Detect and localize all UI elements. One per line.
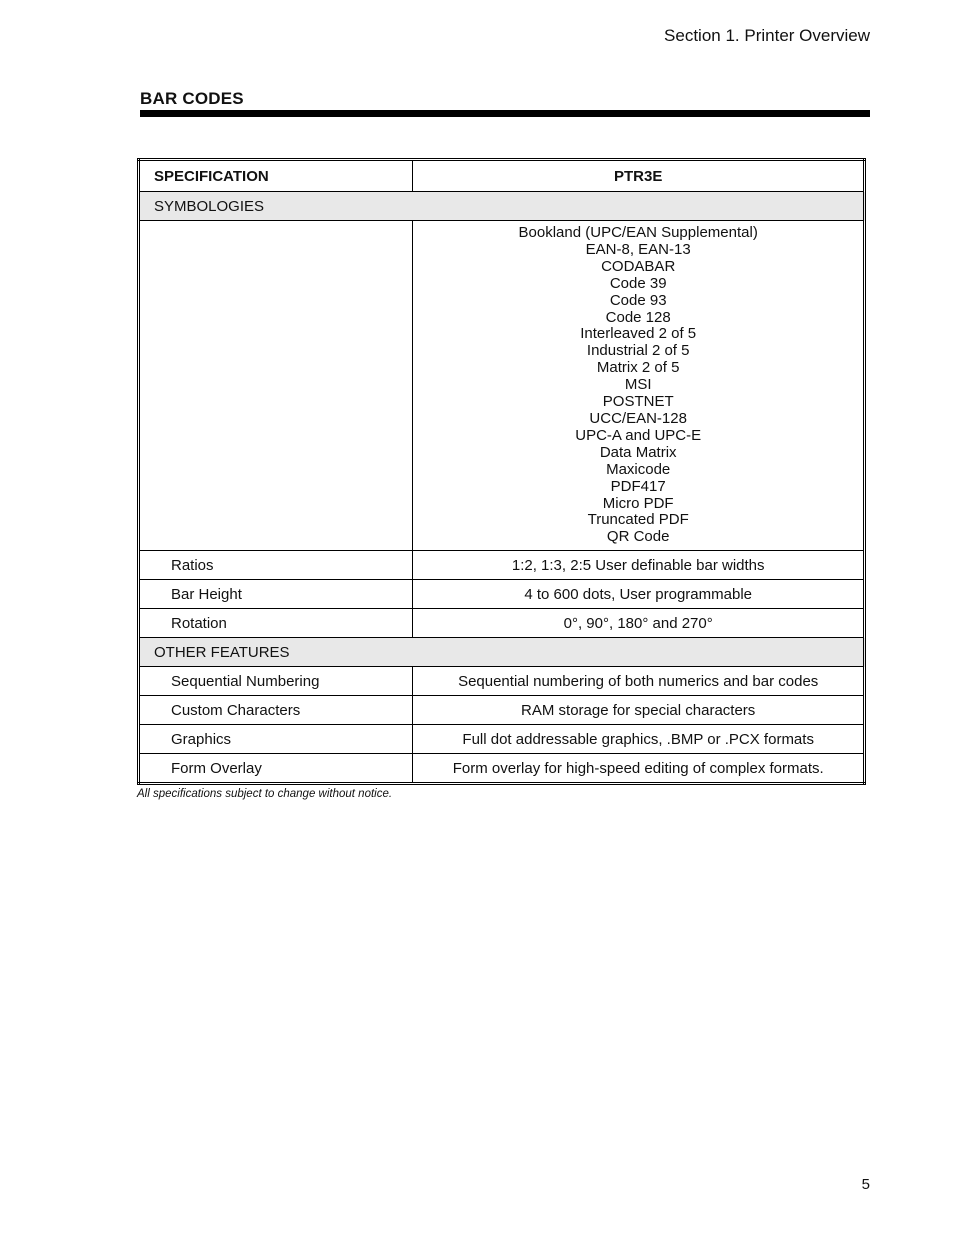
symbology-item: Code 128 [605,308,671,326]
symbology-item: Code 39 [609,274,667,292]
section-title: BAR CODES [140,89,244,108]
symbology-item: Micro PDF [602,494,674,512]
symbology-item: QR Code [606,528,670,546]
other-features-group-row [139,638,865,667]
symbology-item: UCC/EAN-128 [589,409,687,427]
spec-value-cell: 1:2, 1:3, 2:5 User definable bar widths [413,551,865,580]
title-rule [140,110,870,117]
running-header: Section 1. Printer Overview [664,26,870,45]
specifications-table [137,158,866,785]
specification-column-header: SPECIFICATION [139,160,413,192]
table-row [139,580,865,609]
symbology-item: Industrial 2 of 5 [586,342,690,360]
table-row [139,609,865,638]
table-row [139,725,865,754]
spec-name-cell: Graphics [139,725,413,754]
symbology-item: Bookland (UPC/EAN Supplemental) [518,224,758,241]
symbology-item: Code 93 [609,291,667,309]
symbology-item: CODABAR [601,257,676,275]
symbologies-list-row [139,221,865,551]
page-number: 5 [861,1176,870,1193]
spec-value-cell: RAM storage for special characters [413,696,865,725]
symbology-item: MSI [624,376,652,394]
spec-value-cell: 4 to 600 dots, User programmable [413,580,865,609]
symbology-item: Matrix 2 of 5 [596,359,680,377]
footnote: All specifications subject to change without notice. [137,788,393,800]
spec-name-cell: Custom Characters [139,696,413,725]
spec-value-cell: Sequential numbering of both numerics and bar codes [413,667,865,696]
symbologies-value-cell [413,221,865,551]
symbology-item: EAN-8, EAN-13 [585,240,691,258]
spec-value-cell: 0°, 90°, 180° and 270° [413,609,865,638]
symbology-list [413,225,863,546]
spec-name-cell: Form Overlay [139,754,413,784]
spec-name-cell: Rotation [139,609,413,638]
spec-name-cell: Ratios [139,551,413,580]
symbology-item: Truncated PDF [587,511,689,529]
symbologies-group-row [139,192,865,221]
table-header-row [139,160,865,192]
spec-name-cell: Bar Height [139,580,413,609]
spec-value-cell: Full dot addressable graphics, .BMP or .PCX formats [413,725,865,754]
spec-value-cell: Form overlay for high-speed editing of complex formats. [413,754,865,784]
symbology-item: UPC-A and UPC-E [575,426,702,444]
symbology-item: POSTNET [602,393,674,411]
table-row [139,667,865,696]
table-row [139,696,865,725]
symbology-item: Maxicode [606,460,671,478]
symbologies-group-label: SYMBOLOGIES [139,192,865,221]
other-features-group-label: OTHER FEATURES [139,638,865,667]
symbology-item: PDF417 [610,477,666,495]
model-column-header: PTR3E [413,160,865,192]
table-row [139,551,865,580]
table-row [139,754,865,784]
symbologies-spec-cell [139,221,413,551]
symbology-item: Data Matrix [599,443,677,461]
symbology-item: Interleaved 2 of 5 [580,325,697,343]
spec-name-cell: Sequential Numbering [139,667,413,696]
